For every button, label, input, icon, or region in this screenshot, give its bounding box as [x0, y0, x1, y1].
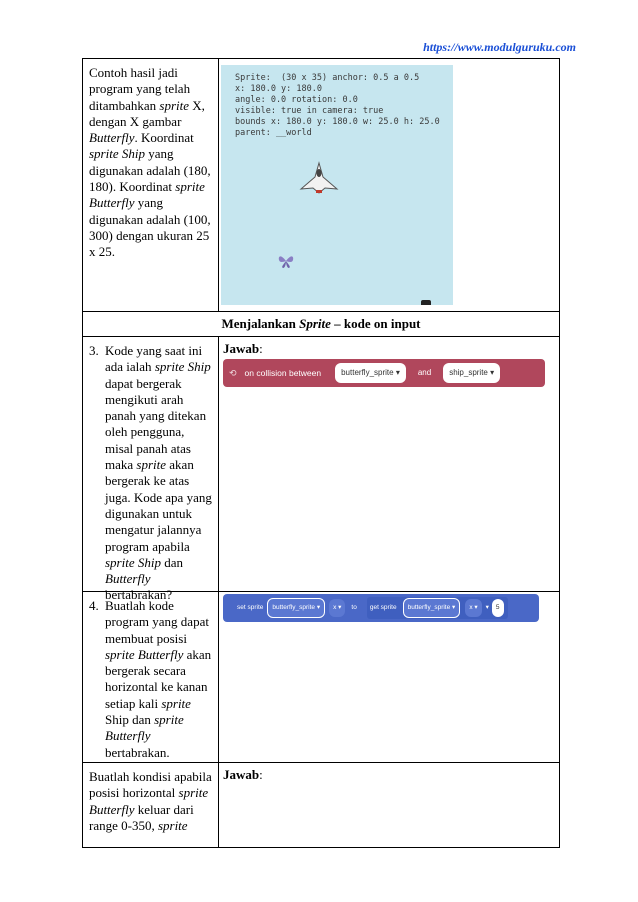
- collapse-icon[interactable]: ⟲: [229, 368, 237, 378]
- text-segment: dapat bergerak mengikuti arah panah yang ditekan oleh pengguna, misal panah atas maka: [105, 375, 207, 473]
- text-segment: sprite Butterfly: [105, 646, 184, 662]
- text-segment: sprite Butterfly: [89, 179, 205, 211]
- text-segment: keluar dari range 0-350,: [89, 801, 194, 833]
- debug-line: visible: true in camera: true: [235, 106, 384, 116]
- worksheet-table: [82, 58, 560, 848]
- text-segment: dan: [160, 554, 184, 570]
- debug-line: angle: 0.0 rotation: 0.0: [235, 95, 358, 105]
- sprite-dropdown-b[interactable]: ship_sprite ▾: [443, 363, 500, 383]
- question-5-row: [82, 763, 560, 848]
- operator-dropdown[interactable]: ▾: [485, 604, 489, 611]
- question-5: [83, 763, 219, 847]
- section-header-row: [82, 312, 560, 337]
- text-segment: yang digunakan adalah (100, 300) dengan ukuran 25 x 25.: [89, 195, 211, 260]
- text-segment: yang digunakan adalah (180, 180). Koordinat: [89, 146, 211, 195]
- set-label: set sprite: [237, 604, 264, 611]
- text-segment: Buatlah kode program yang dapat membuat posisi: [105, 598, 209, 646]
- text-segment: Kode yang saat ini ada ialah: [105, 343, 203, 375]
- on-collision-block[interactable]: [223, 359, 545, 387]
- block-label: on collision between: [244, 368, 322, 378]
- chevron-down-icon: ▾: [490, 368, 495, 377]
- corner-marker: [421, 300, 431, 305]
- debug-line: Sprite: (30 x 35) anchor: 0.5 a 0.5: [235, 73, 420, 83]
- text-segment: sprite Butterfly: [105, 712, 184, 744]
- text-segment: bertabrakan?: [105, 587, 173, 603]
- debug-line: bounds x: 180.0 y: 180.0 w: 25.0 h: 25.0: [235, 117, 440, 127]
- text-segment: sprite: [136, 457, 167, 473]
- text-segment: sprite Ship: [89, 146, 145, 162]
- sprite-dropdown-get[interactable]: butterfly_sprite ▾: [403, 598, 461, 618]
- text-segment: Butterfly: [89, 130, 135, 146]
- set-sprite-block[interactable]: [223, 594, 539, 622]
- debug-text: [235, 73, 440, 139]
- debug-line: parent: __world: [235, 128, 312, 138]
- answer-label: Jawab:: [223, 341, 263, 356]
- row1-text: [83, 59, 219, 311]
- sprite-preview-cell: [219, 59, 559, 311]
- header-url[interactable]: https://www.modulguruku.com: [423, 40, 576, 54]
- answer-3: [219, 337, 559, 591]
- answer-4: [219, 592, 559, 762]
- text-segment: Ship dan: [105, 712, 155, 728]
- text-segment: sprite: [161, 695, 191, 711]
- to-label: to: [351, 604, 357, 611]
- text-segment: . Koordinat: [134, 130, 194, 146]
- ship-sprite-icon: [299, 161, 339, 195]
- number-input[interactable]: 5: [492, 599, 504, 617]
- text-segment: akan bergerak secara horizontal ke kanan setiap kali: [105, 646, 212, 711]
- text-segment: sprite Ship: [154, 359, 211, 375]
- text-segment: akan bergerak ke atas juga. Kode apa yang digunakan untuk mengatur jalannya program apabila: [105, 457, 212, 554]
- sprite-dropdown-set[interactable]: butterfly_sprite ▾: [267, 598, 325, 618]
- text-segment: Contoh hasil jadi program yang telah ditambahkan: [89, 65, 191, 113]
- question-3-row: [82, 337, 560, 603]
- text-segment: sprite: [157, 817, 188, 833]
- get-label: get sprite: [369, 604, 397, 611]
- butterfly-sprite-icon: [277, 253, 295, 269]
- get-sprite-block[interactable]: [367, 597, 508, 619]
- text-segment: Butterfly: [105, 571, 151, 587]
- debug-line: x: 180.0 y: 180.0: [235, 84, 322, 94]
- text-segment: Buatlah kondisi apabila posisi horizontal: [89, 769, 212, 801]
- axis-dropdown-get[interactable]: x ▾: [465, 599, 481, 617]
- sprite-preview: [221, 65, 453, 305]
- and-label: and: [417, 368, 432, 377]
- answer-label: Jawab:: [223, 767, 263, 782]
- text-segment: bertabrakan.: [105, 744, 170, 760]
- sprite-dropdown-a[interactable]: butterfly_sprite ▾: [335, 363, 406, 383]
- text-segment: sprite: [159, 97, 190, 113]
- chevron-down-icon: ▾: [395, 368, 400, 377]
- question-4-row: [82, 592, 560, 763]
- text-segment: sprite Ship: [105, 554, 161, 570]
- axis-dropdown-set[interactable]: x ▾: [329, 599, 345, 617]
- answer-5: [219, 763, 559, 847]
- text-segment: X, dengan X gambar: [89, 97, 205, 129]
- question-3: 3. Kode yang saat ini ada ialah sprite Ship dapat bergerak mengikuti arah panah yang ditekan oleh pengguna, misal panah atas maka sprite akan bergerak ke atas juga. Kode apa yang digunakan untuk mengatur jalannya program apabila sprite Ship dan Butterfly bertabrakan?: [89, 343, 212, 603]
- table-row: [82, 58, 560, 312]
- text-segment: sprite Butterfly: [89, 785, 209, 817]
- question-4: 4. Buatlah kode program yang dapat membuat posisi sprite Butterfly akan bergerak secara horizontal ke kanan setiap kali sprite Ship dan sprite Butterfly bertabrakan.: [89, 598, 212, 760]
- section-header: Menjalankan Sprite – kode on input: [221, 316, 421, 331]
